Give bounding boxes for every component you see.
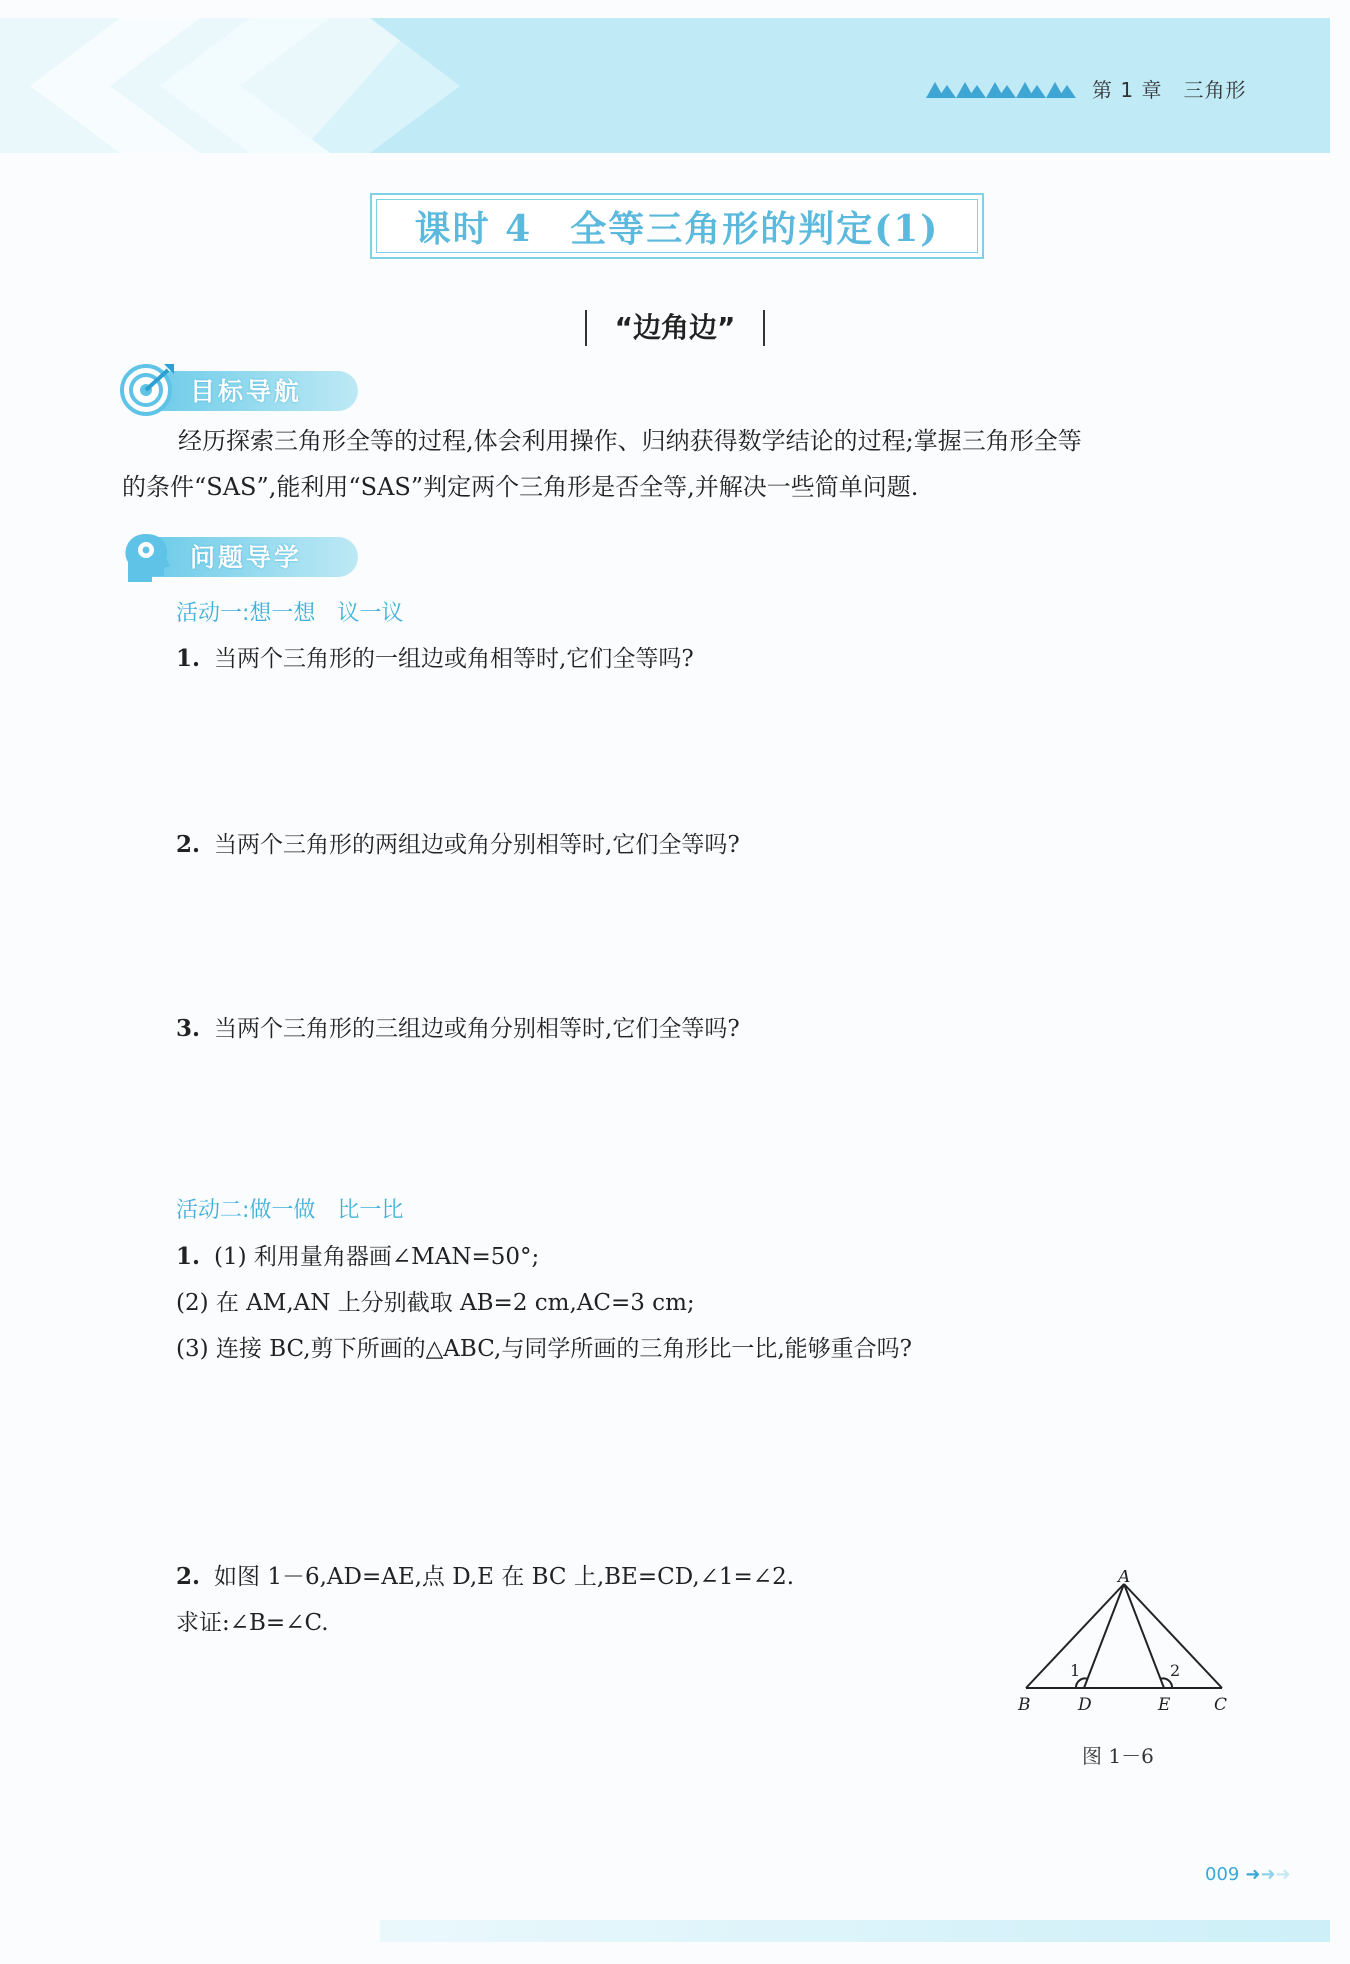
- vertex-label-b: B: [1018, 1695, 1031, 1715]
- vertex-label-d: D: [1078, 1695, 1092, 1715]
- question-text: 当两个三角形的一组边或角相等时,它们全等吗?: [214, 646, 694, 672]
- arrow-icon: ➜: [1260, 1864, 1276, 1885]
- chapter-label: 第 1 章 三角形: [1092, 78, 1247, 102]
- question-number: 1.: [176, 645, 201, 672]
- activity2-title: 活动二:做一做 比一比: [176, 1198, 404, 1223]
- vertex-label-a: A: [1118, 1570, 1131, 1587]
- activity1-question-3: [176, 1010, 740, 1043]
- activity2-q1-part3: (3) 连接 BC,剪下所画的△ABC,与同学所画的三角形比一比,能够重合吗?: [176, 1336, 912, 1362]
- question-number: 3.: [176, 1015, 201, 1042]
- subtitle-text: “边角边”: [614, 311, 736, 344]
- subtitle: [575, 306, 775, 348]
- figure-triangle: [1010, 1570, 1240, 1720]
- question-number: 2.: [176, 1563, 201, 1590]
- mountain-icons: [926, 80, 1076, 98]
- question-text: 当两个三角形的三组边或角分别相等时,它们全等吗?: [214, 1016, 740, 1042]
- arrow-icon: ➜: [1275, 1864, 1291, 1885]
- angle-label-1: 1: [1070, 1661, 1081, 1680]
- page-number: [1205, 1864, 1291, 1885]
- question-text: 当两个三角形的两组边或角分别相等时,它们全等吗?: [214, 832, 740, 858]
- question-text: 如图 1－6,AD=AE,点 D,E 在 BC 上,BE=CD,∠1=∠2.: [214, 1564, 795, 1590]
- question-number: 1.: [176, 1243, 201, 1270]
- objectives-line-2: 的条件“SAS”,能利用“SAS”判定两个三角形是否全等,并解决一些简单问题.: [122, 473, 919, 501]
- question-text: (1) 利用量角器画∠MAN=50°;: [214, 1244, 540, 1270]
- subtitle-bar-right: [763, 310, 765, 346]
- activity1-question-1: [176, 640, 694, 673]
- objectives-banner: [120, 362, 360, 412]
- activity1-title: 活动一:想一想 议一议: [176, 601, 404, 626]
- activity2-q2-prove: 求证:∠B=∠C.: [176, 1610, 329, 1636]
- objectives-banner-label: 目标导航: [190, 377, 303, 406]
- head-gear-icon: [120, 528, 176, 584]
- activity1-question-2: [176, 826, 740, 859]
- vertex-label-c: C: [1214, 1695, 1228, 1715]
- target-icon: [120, 362, 176, 418]
- footer-band: [380, 1920, 1330, 1942]
- lesson-title-frame: [376, 199, 978, 253]
- guided-banner: [120, 528, 360, 578]
- page-number-text: 009: [1205, 1864, 1240, 1885]
- activity2-question-2: [176, 1558, 794, 1591]
- question-number: 2.: [176, 831, 201, 858]
- lesson-title-box: [370, 193, 984, 259]
- objectives-line-1: 经历探索三角形全等的过程,体会利用操作、归纳获得数学结论的过程;掌握三角形全等: [178, 427, 1082, 455]
- vertex-label-e: E: [1158, 1695, 1171, 1715]
- activity2-q1-part1: [176, 1238, 539, 1271]
- activity2-q1-part2: (2) 在 AM,AN 上分别截取 AB=2 cm,AC=3 cm;: [176, 1290, 695, 1316]
- lesson-title: 课时 4 全等三角形的判定(1): [414, 207, 940, 250]
- arrow-icon: ➜: [1245, 1864, 1261, 1885]
- angle-label-2: 2: [1170, 1661, 1181, 1680]
- guided-banner-label: 问题导学: [190, 543, 303, 572]
- figure-caption: 图 1－6: [1082, 1744, 1154, 1768]
